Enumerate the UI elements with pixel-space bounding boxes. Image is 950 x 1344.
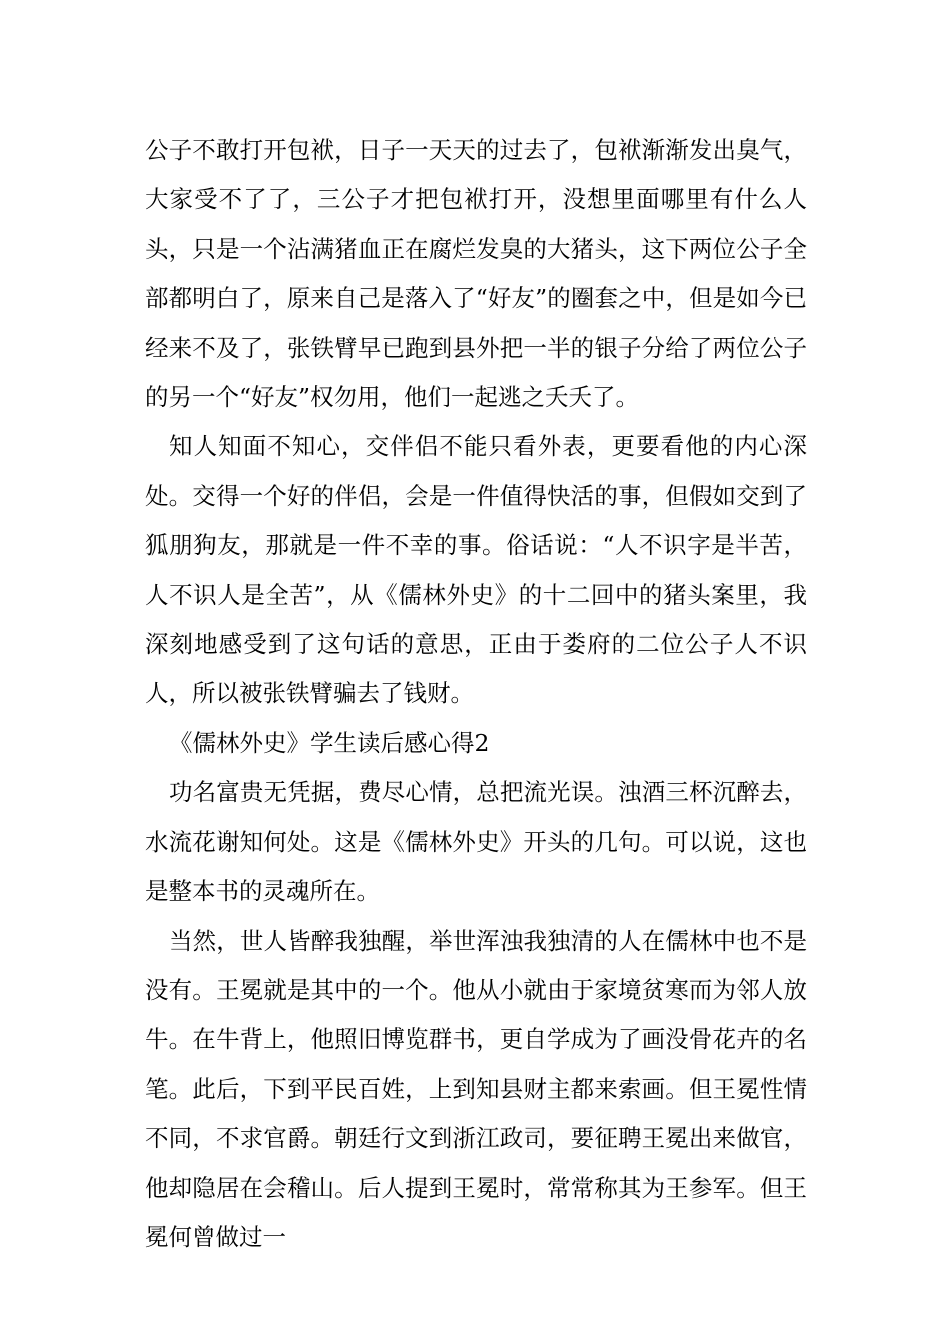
paragraph-continuation: 公子不敢打开包袱，日子一天天的过去了，包袱渐渐发出臭气，大家受不了了，三公子才把包袱打开，没想里面哪里有什么人头，只是一个沾满猪血正在腐烂发臭的大猪头，这下两位公子全部都明白了，原来自己是落入了“好友”的圈套之中，但是如今已经来不及了，张铁臂早已跑到县外把一半的银子分给了两位公子的另一个“好友”权勿用，他们一起逃之夭夭了。: [145, 136, 807, 412]
paragraph-reflection: 知人知面不知心，交伴侣不能只看外表，更要看他的内心深处。交得一个好的伴侣，会是一件值得快活的事，但假如交到了狐朋狗友，那就是一件不幸的事。俗话说：“人不识字是半苦，人不识人是全苦”，从《儒林外史》的十二回中的猪头案里，我深刻地感受到了这句话的意思，正由于娄府的二位公子人不识人，所以被张铁臂骗去了钱财。: [145, 432, 807, 708]
document-body: [145, 126, 807, 1262]
section-heading: 《儒林外史》学生读后感心得2: [169, 728, 490, 757]
paragraph-opening-verse: 功名富贵无凭据，费尽心情，总把流光误。浊酒三杯沉醉去，水流花谢知何处。这是《儒林外史》开头的几句。可以说，这也是整本书的灵魂所在。: [145, 778, 807, 906]
paragraph-wang-mian: 当然，世人皆醉我独醒，举世浑浊我独清的人在儒林中也不是没有。王冕就是其中的一个。他从小就由于家境贫寒而为邻人放牛。在牛背上，他照旧博览群书，更自学成为了画没骨花卉的名笔。此后，下到平民百姓，上到知县财主都来索画。但王冕性情不同，不求官爵。朝廷行文到浙江政司，要征聘王冕出来做官，他却隐居在会稽山。后人提到王冕时，常常称其为王参军。但王冕何曾做过一: [145, 926, 807, 1251]
